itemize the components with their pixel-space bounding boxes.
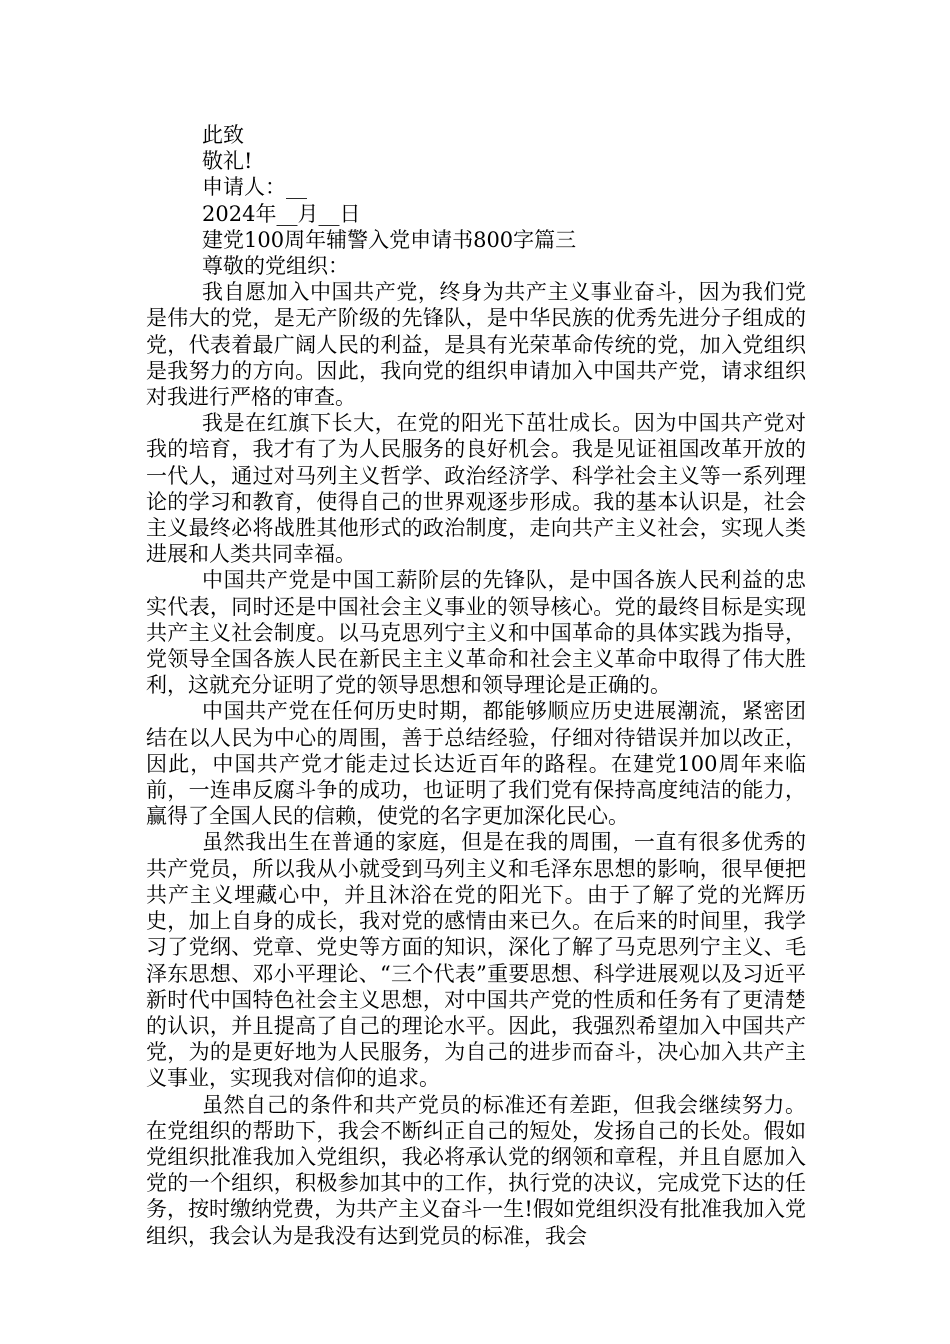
greeting: 尊敬的党组织： [202, 254, 349, 279]
paragraph-6: 虽然自己的条件和共产党员的标准还有差距，但我会继续努力。在党组织的帮助下，我会不断纠正自己的短处，发扬自己的长处。假如党组织批准我加入党组织，我必将承认党的纲领和章程，并且自愿加入党的一个组织，积极参加其中的工作，执行党的决议，完成党下达的任务，按时缴纳党费，为共产主义奋斗一生!假如党组织没有批准我加入党组织，我会认为是我没有达到党员的标准，我会 [146, 1092, 806, 1248]
paragraph-3: 中国共产党是中国工薪阶层的先锋队，是中国各族人民利益的忠实代表，同时还是中国社会主义事业的领导核心。党的最终目标是实现共产主义社会制度。以马克思列宁主义和中国革命的具体实践为指导，党领导全国各族人民在新民主主义革命和社会主义革命中取得了伟大胜利，这就充分证明了党的领导思想和领导理论是正确的。 [146, 568, 806, 698]
section-title: 建党100周年辅警入党申请书800字篇三 [202, 227, 577, 252]
paragraph-4: 中国共产党在任何历史时期，都能够顺应历史进展潮流，紧密团结在以人民为中心的周围，善于总结经验，仔细对待错误并加以改正，因此，中国共产党才能走过长达近百年的路程。在建党100周年来临前，一连串反腐斗争的成功，也证明了我们党有保持高度纯洁的能力，赢得了全国人民的信赖，使党的名字更加深化民心。 [146, 699, 806, 829]
closing-salutation: 此致 [202, 123, 244, 147]
document-page [146, 122, 806, 1249]
paragraph-5: 虽然我出生在普通的家庭，但是在我的周围，一直有很多优秀的共产党员，所以我从小就受到马列主义和毛泽东思想的影响，很早便把共产主义埋藏心中，并且沐浴在党的阳光下。由于了解了党的光辉历史，加上自身的成长，我对党的感情由来已久。在后来的时间里，我学习了党纲、党章、党史等方面的知识，深化了解了马克思列宁主义、毛泽东思想、邓小平理论、“三个代表”重要思想、科学进展观以及习近平新时代中国特色社会主义思想，对中国共产党的性质和任务有了更清楚的认识，并且提高了自己的理论水平。因此，我强烈希望加入中国共产党，为的是更好地为人民服务，为自己的进步而奋斗，决心加入共产主义事业，实现我对信仰的追求。 [146, 830, 806, 1091]
paragraph-1: 我自愿加入中国共产党，终身为共产主义事业奋斗，因为我们党是伟大的党，是无产阶级的先锋队，是中华民族的优秀先进分子组成的党，代表着最广阔人民的利益，是具有光荣革命传统的党，加入党组织是我努力的方向。因此，我向党的组织申请加入中国共产党，请求组织对我进行严格的审查。 [146, 280, 806, 410]
date-line: 2024年__月__日 [202, 201, 361, 226]
applicant-line: 申请人：__ [202, 175, 307, 200]
closing-regards: 敬礼! [202, 149, 253, 174]
paragraph-2: 我是在红旗下长大，在党的阳光下茁壮成长。因为中国共产党对我的培育，我才有了为人民服务的良好机会。我是见证祖国改革开放的一代人，通过对马列主义哲学、政治经济学、科学社会主义等一系列理论的学习和教育，使得自己的世界观逐步形成。我的基本认识是，社会主义最终必将战胜其他形式的政治制度，走向共产主义社会，实现人类进展和人类共同幸福。 [146, 411, 806, 567]
